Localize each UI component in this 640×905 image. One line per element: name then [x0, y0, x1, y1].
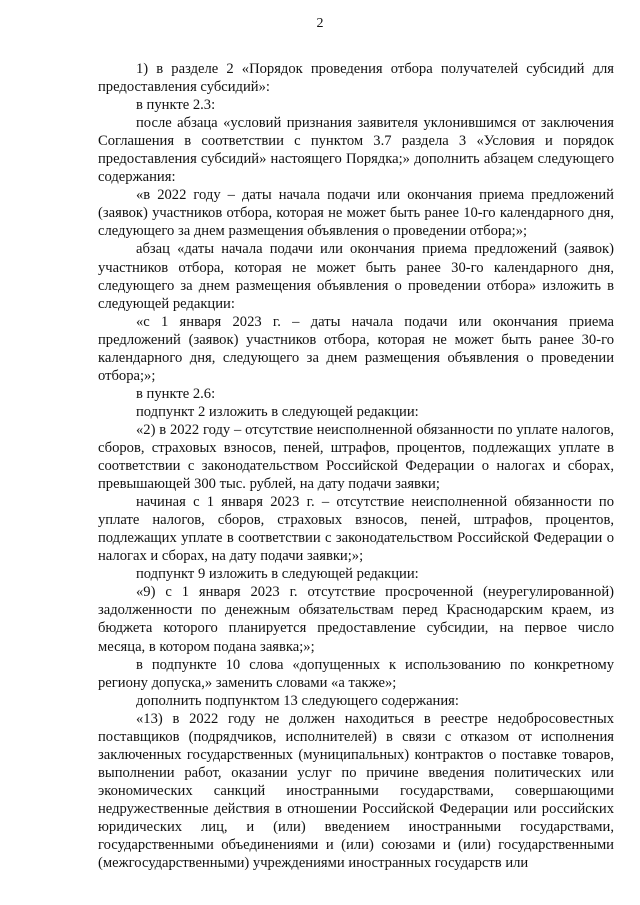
- document-body: [98, 60, 614, 872]
- paragraph-subpoint-13-text: «13) в 2022 году не должен находиться в реестре недобросовестных поставщиков (подрядчиков, исполнителей) в связи с отказом от исполнения заключенных государственных (муниципальных) контрактов о поставке товаров, выполнении работ, оказании услуг по причине введения политических или экономических санкций иностранными государствами, совершающими недружественные действия в отношении Российской Федерации или российских юридических лиц, и (или) введением иностранными государствами, государственными объединениями и (или) союзами и (или) государственными (межгосударственными) учреждениями иностранных государств или: [98, 710, 614, 872]
- paragraph-point-2-3: в пункте 2.3:: [136, 97, 216, 114]
- paragraph-subpoint-9-heading: подпункт 9 изложить в следующей редакции:: [136, 566, 419, 583]
- paragraph-subpoint-2-2022: «2) в 2022 году – отсутствие неисполненной обязанности по уплате налогов, сборов, страховых взносов, пеней, штрафов, процентов, подлежащих уплате в соответствии с законодательством Российской Федерации о налогах и сборах, превышающей 300 тыс. рублей, на дату подачи заявки;: [98, 421, 614, 493]
- paragraph-section-2-intro: 1) в разделе 2 «Порядок проведения отбора получателей субсидий для предоставления субсидий»:: [98, 61, 614, 96]
- paragraph-subpoint-10: в подпункте 10 слова «допущенных к использованию по конкретному региону допуска,» заменить словами «а также»;: [98, 656, 614, 691]
- paragraph-2022-dates: «в 2022 году – даты начала подачи или окончания приема предложений (заявок) участников отбора, которая не может быть ранее 10-го календарного дня, следующего за днем размещения объявления о проведении отбора;»;: [98, 187, 614, 240]
- paragraph-point-2-6: в пункте 2.6:: [136, 385, 216, 402]
- paragraph-subpoint-9-text: «9) с 1 января 2023 г. отсутствие просроченной (неурегулированной) задолженности по денежным обязательствам перед Краснодарским краем, из бюджета которого планируется предоставление субсидии, на первое число месяца, в котором подана заявка;»;: [98, 584, 614, 655]
- paragraph-2023-dates: «с 1 января 2023 г. – даты начала подачи или окончания приема предложений (заявок) участников отбора, которая не может быть ранее 30-го календарного дня, следующего за днем размещения объявления о проведении отбора;»;: [98, 313, 614, 384]
- paragraph-abzac-30-day: абзац «даты начала подачи или окончания приема предложений (заявок) участников отбора, которая не может быть ранее 30-го календарного дня, следующего за днем размещения объявления о проведении отбора» изложить в следующей редакции:: [98, 241, 614, 312]
- paragraph-subpoint-2-2023: начиная с 1 января 2023 г. – отсутствие неисполненной обязанности по уплате налогов, сборов, страховых взносов, пеней, штрафов, процентов, подлежащих уплате в соответствии с законодательством Российской Федерации о налогах и сборах, на дату подачи заявки;»;: [98, 494, 614, 565]
- paragraph-after-abzac: после абзаца «условий признания заявителя уклонившимся от заключения Соглашения в соответствии с пунктом 3.7 раздела 3 «Условия и порядок предоставления субсидий» настоящего Порядка;» дополнить абзацем следующего содержания:: [98, 115, 614, 186]
- page-number: 2: [316, 16, 324, 31]
- paragraph-subpoint-2-heading: подпункт 2 изложить в следующей редакции:: [136, 403, 419, 420]
- paragraph-subpoint-13-heading: дополнить подпунктом 13 следующего содержания:: [136, 692, 459, 709]
